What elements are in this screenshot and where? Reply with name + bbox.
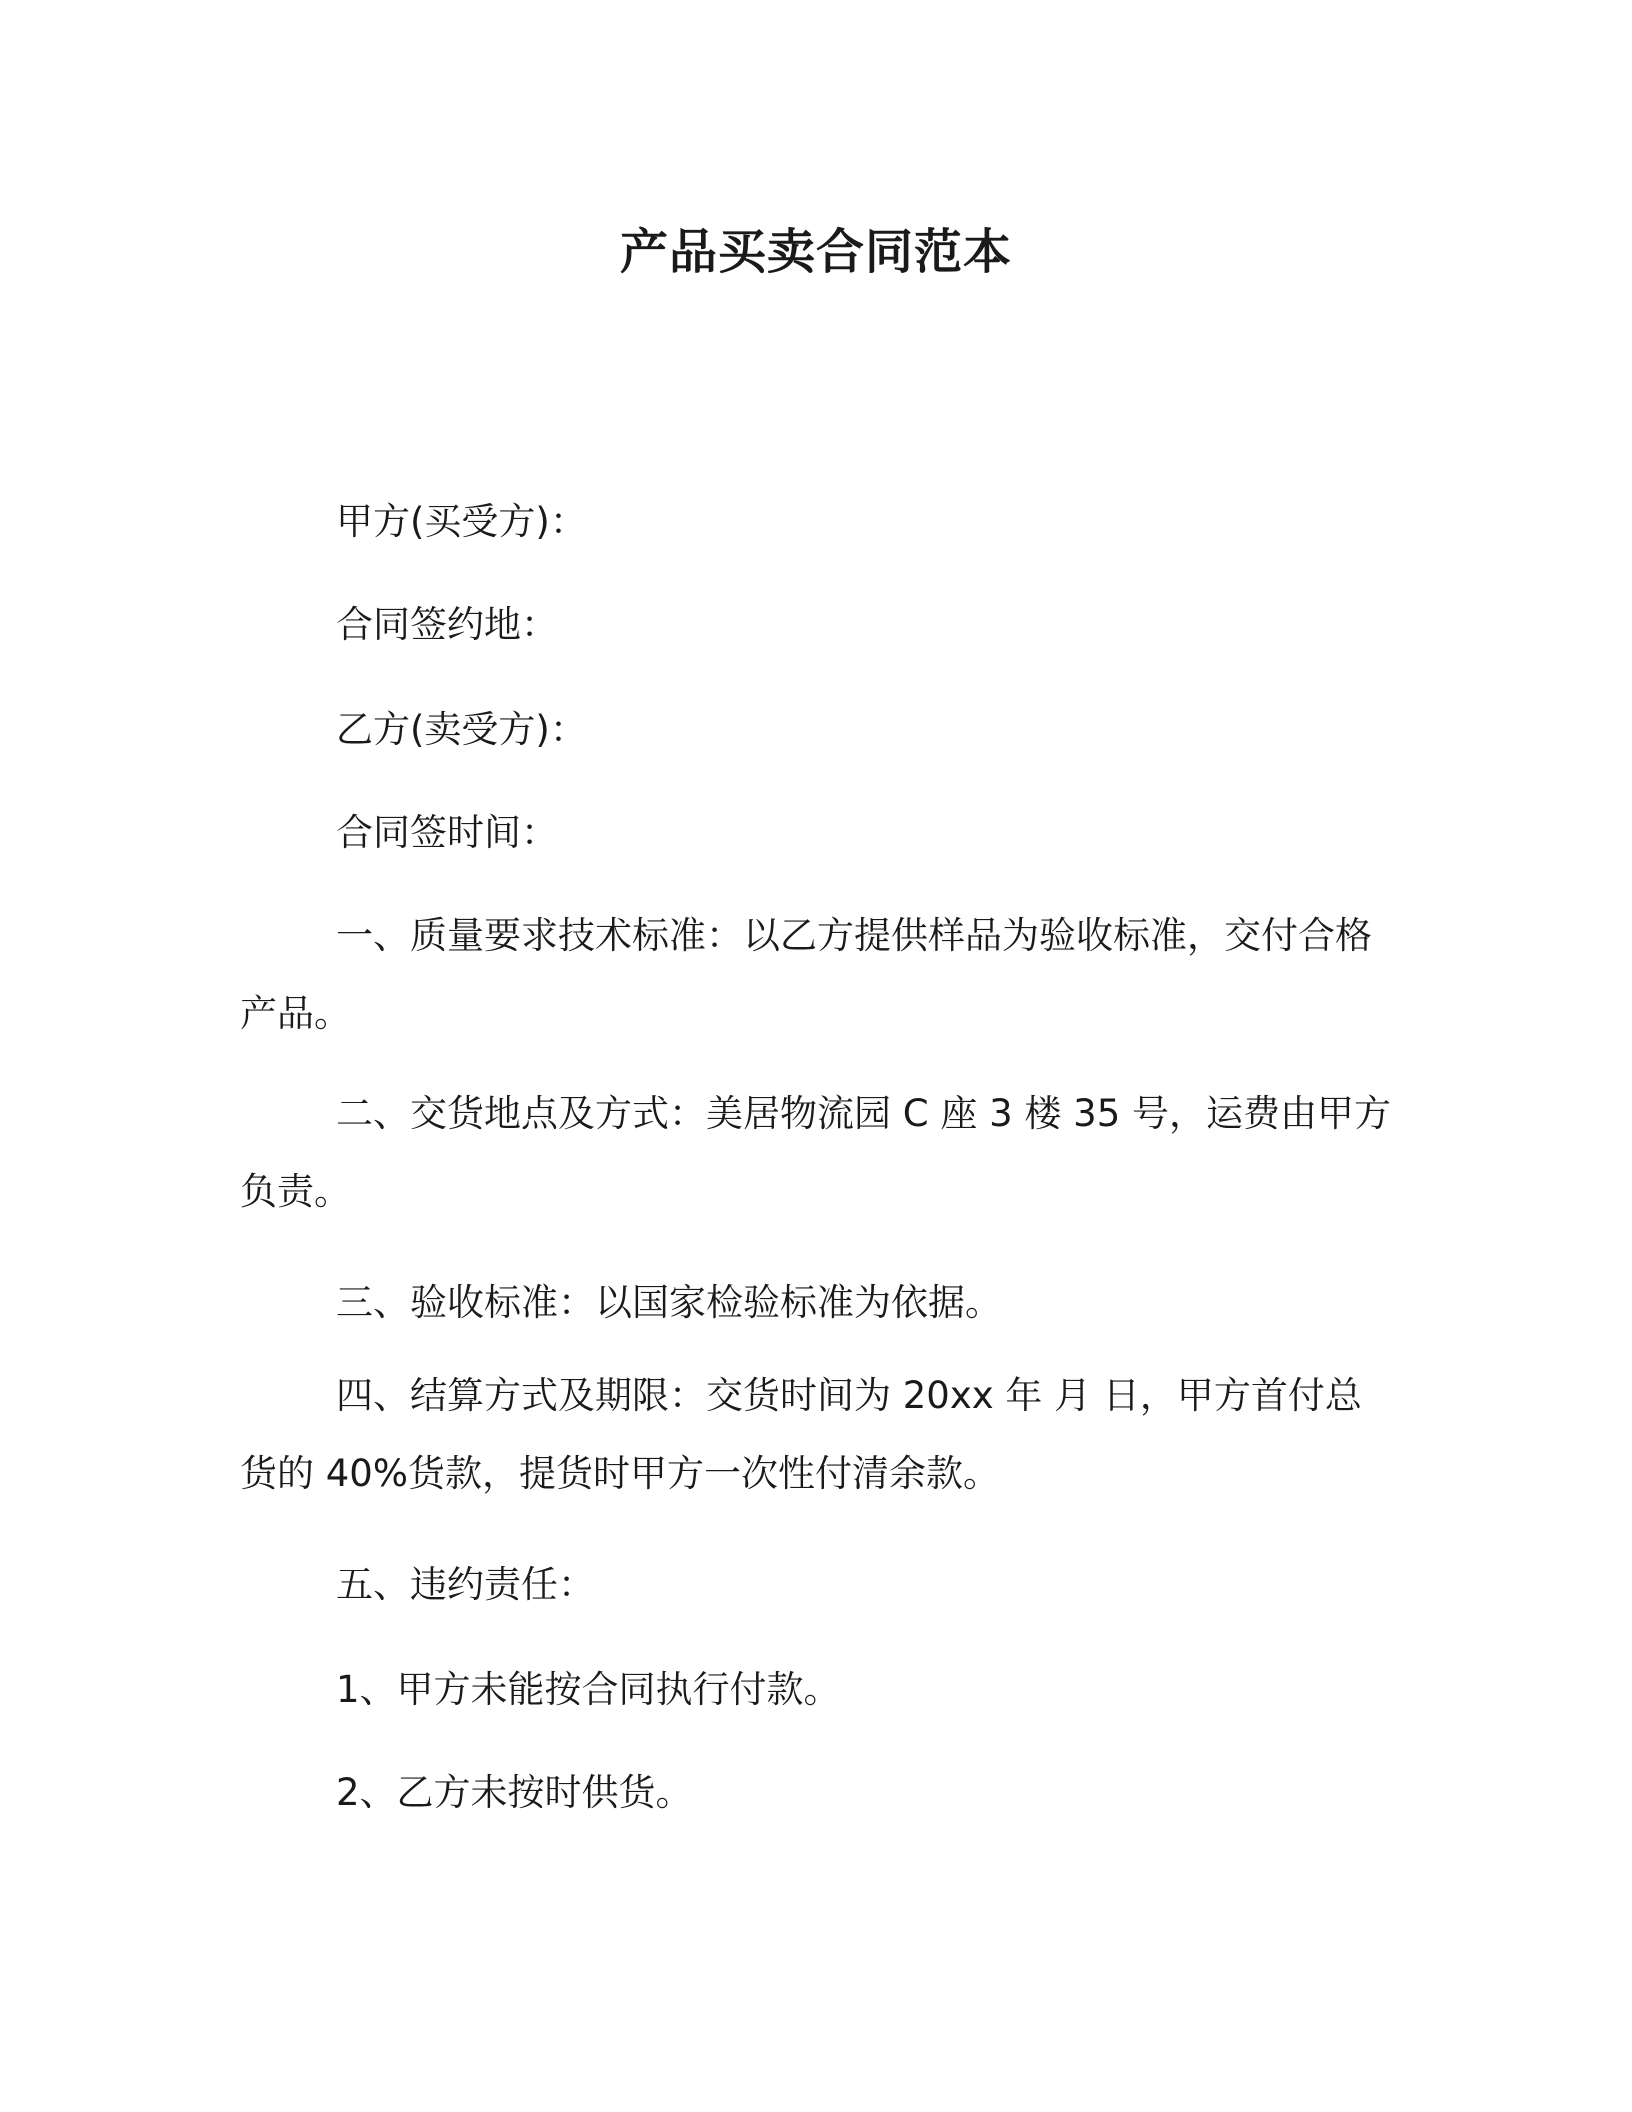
breach-1-line: 1、甲方未能按合同执行付款。	[336, 1668, 841, 1711]
party-a-line: 甲方(买受方)：	[336, 500, 587, 543]
document-title: 产品买卖合同范本	[619, 224, 1012, 280]
clause-3-line: 三、验收标准：以国家检验标准为依据。	[336, 1281, 1002, 1324]
sign-time-line: 合同签时间：	[336, 811, 558, 854]
clause-1-paragraph: 一、质量要求技术标准：以乙方提供样品为验收标准，交付合格产品。	[240, 914, 1372, 1035]
clause-4-paragraph: 四、结算方式及期限：交货时间为 20xx 年 月 日，甲方首付总货的 40%货款，提货时甲方一次性付清余款。	[240, 1374, 1362, 1495]
clause-5-line: 五、违约责任：	[336, 1563, 595, 1606]
party-b-line: 乙方(卖受方)：	[336, 708, 587, 751]
clause-2-paragraph: 二、交货地点及方式：美居物流园 C 座 3 楼 35 号，运费由甲方负责。	[240, 1092, 1392, 1213]
sign-place-line: 合同签约地：	[336, 603, 558, 646]
breach-2-line: 2、乙方未按时供货。	[336, 1771, 693, 1814]
